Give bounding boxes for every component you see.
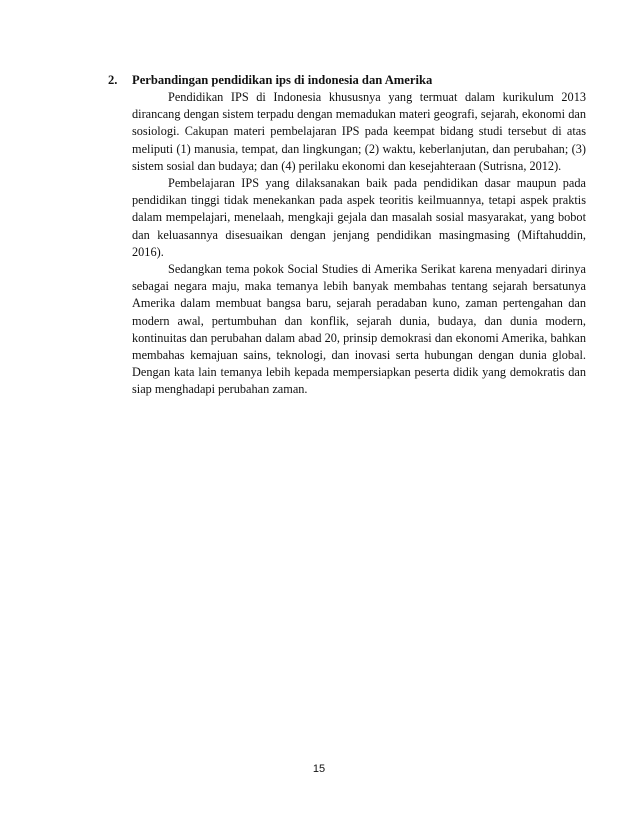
section-body <box>108 89 586 399</box>
section-2 <box>108 72 586 399</box>
paragraph-1: Pendidikan IPS di Indonesia khususnya yang termuat dalam kurikulum 2013 dirancang dengan sistem terpadu dengan memadukan materi geografi, sejarah, ekonomi dan sosiologi. Cakupan materi pembelajaran IPS pada keempat bidang studi tersebut di atas meliputi (1) manusia, tempat, dan lingkungan; (2) waktu, keberlanjutan, dan perubahan; (3) sistem sosial dan budaya; dan (4) perilaku ekonomi dan kesejahteraan (Sutrisna, 2012). <box>132 90 586 173</box>
paragraph-2: Pembelajaran IPS yang dilaksanakan baik pada pendidikan dasar maupun pada pendidikan tinggi tidak menekankan pada aspek teoritis keilmuannya, tetapi aspek praktis dalam mempelajari, menelaah, mengkaji gejala dan masalah sosial masyarakat, yang bobot dan keluasannya disesuaikan dengan jenjang pendidikan masingmasing (Miftahuddin, 2016). <box>132 176 586 259</box>
section-heading <box>108 72 586 89</box>
page-number: 15 <box>312 763 326 775</box>
section-number: 2. <box>108 73 118 87</box>
paragraph-3: Sedangkan tema pokok Social Studies di Amerika Serikat karena menyadari dirinya sebagai negara maju, maka temanya lebih banyak membahas tentang sejarah bersatunya Amerika dalam membuat bangsa baru, sejarah peradaban kuno, zaman pertengahan dan modern awal, pertumbuhan dan konflik, sejarah dunia, budaya, dan dunia modern, kontinuitas dan perubahan dalam abad 20, prinsip demokrasi dan ekonomi Amerika, bahkan membahas kemajuan sains, teknologi, dan inovasi serta hubungan dengan dunia global. Dengan kata lain temanya lebih kepada mempersiapkan peserta didik yang demokratis dan siap menghadapi perubahan zaman. <box>132 262 586 397</box>
section-title: Perbandingan pendidikan ips di indonesia dan Amerika <box>132 73 433 87</box>
